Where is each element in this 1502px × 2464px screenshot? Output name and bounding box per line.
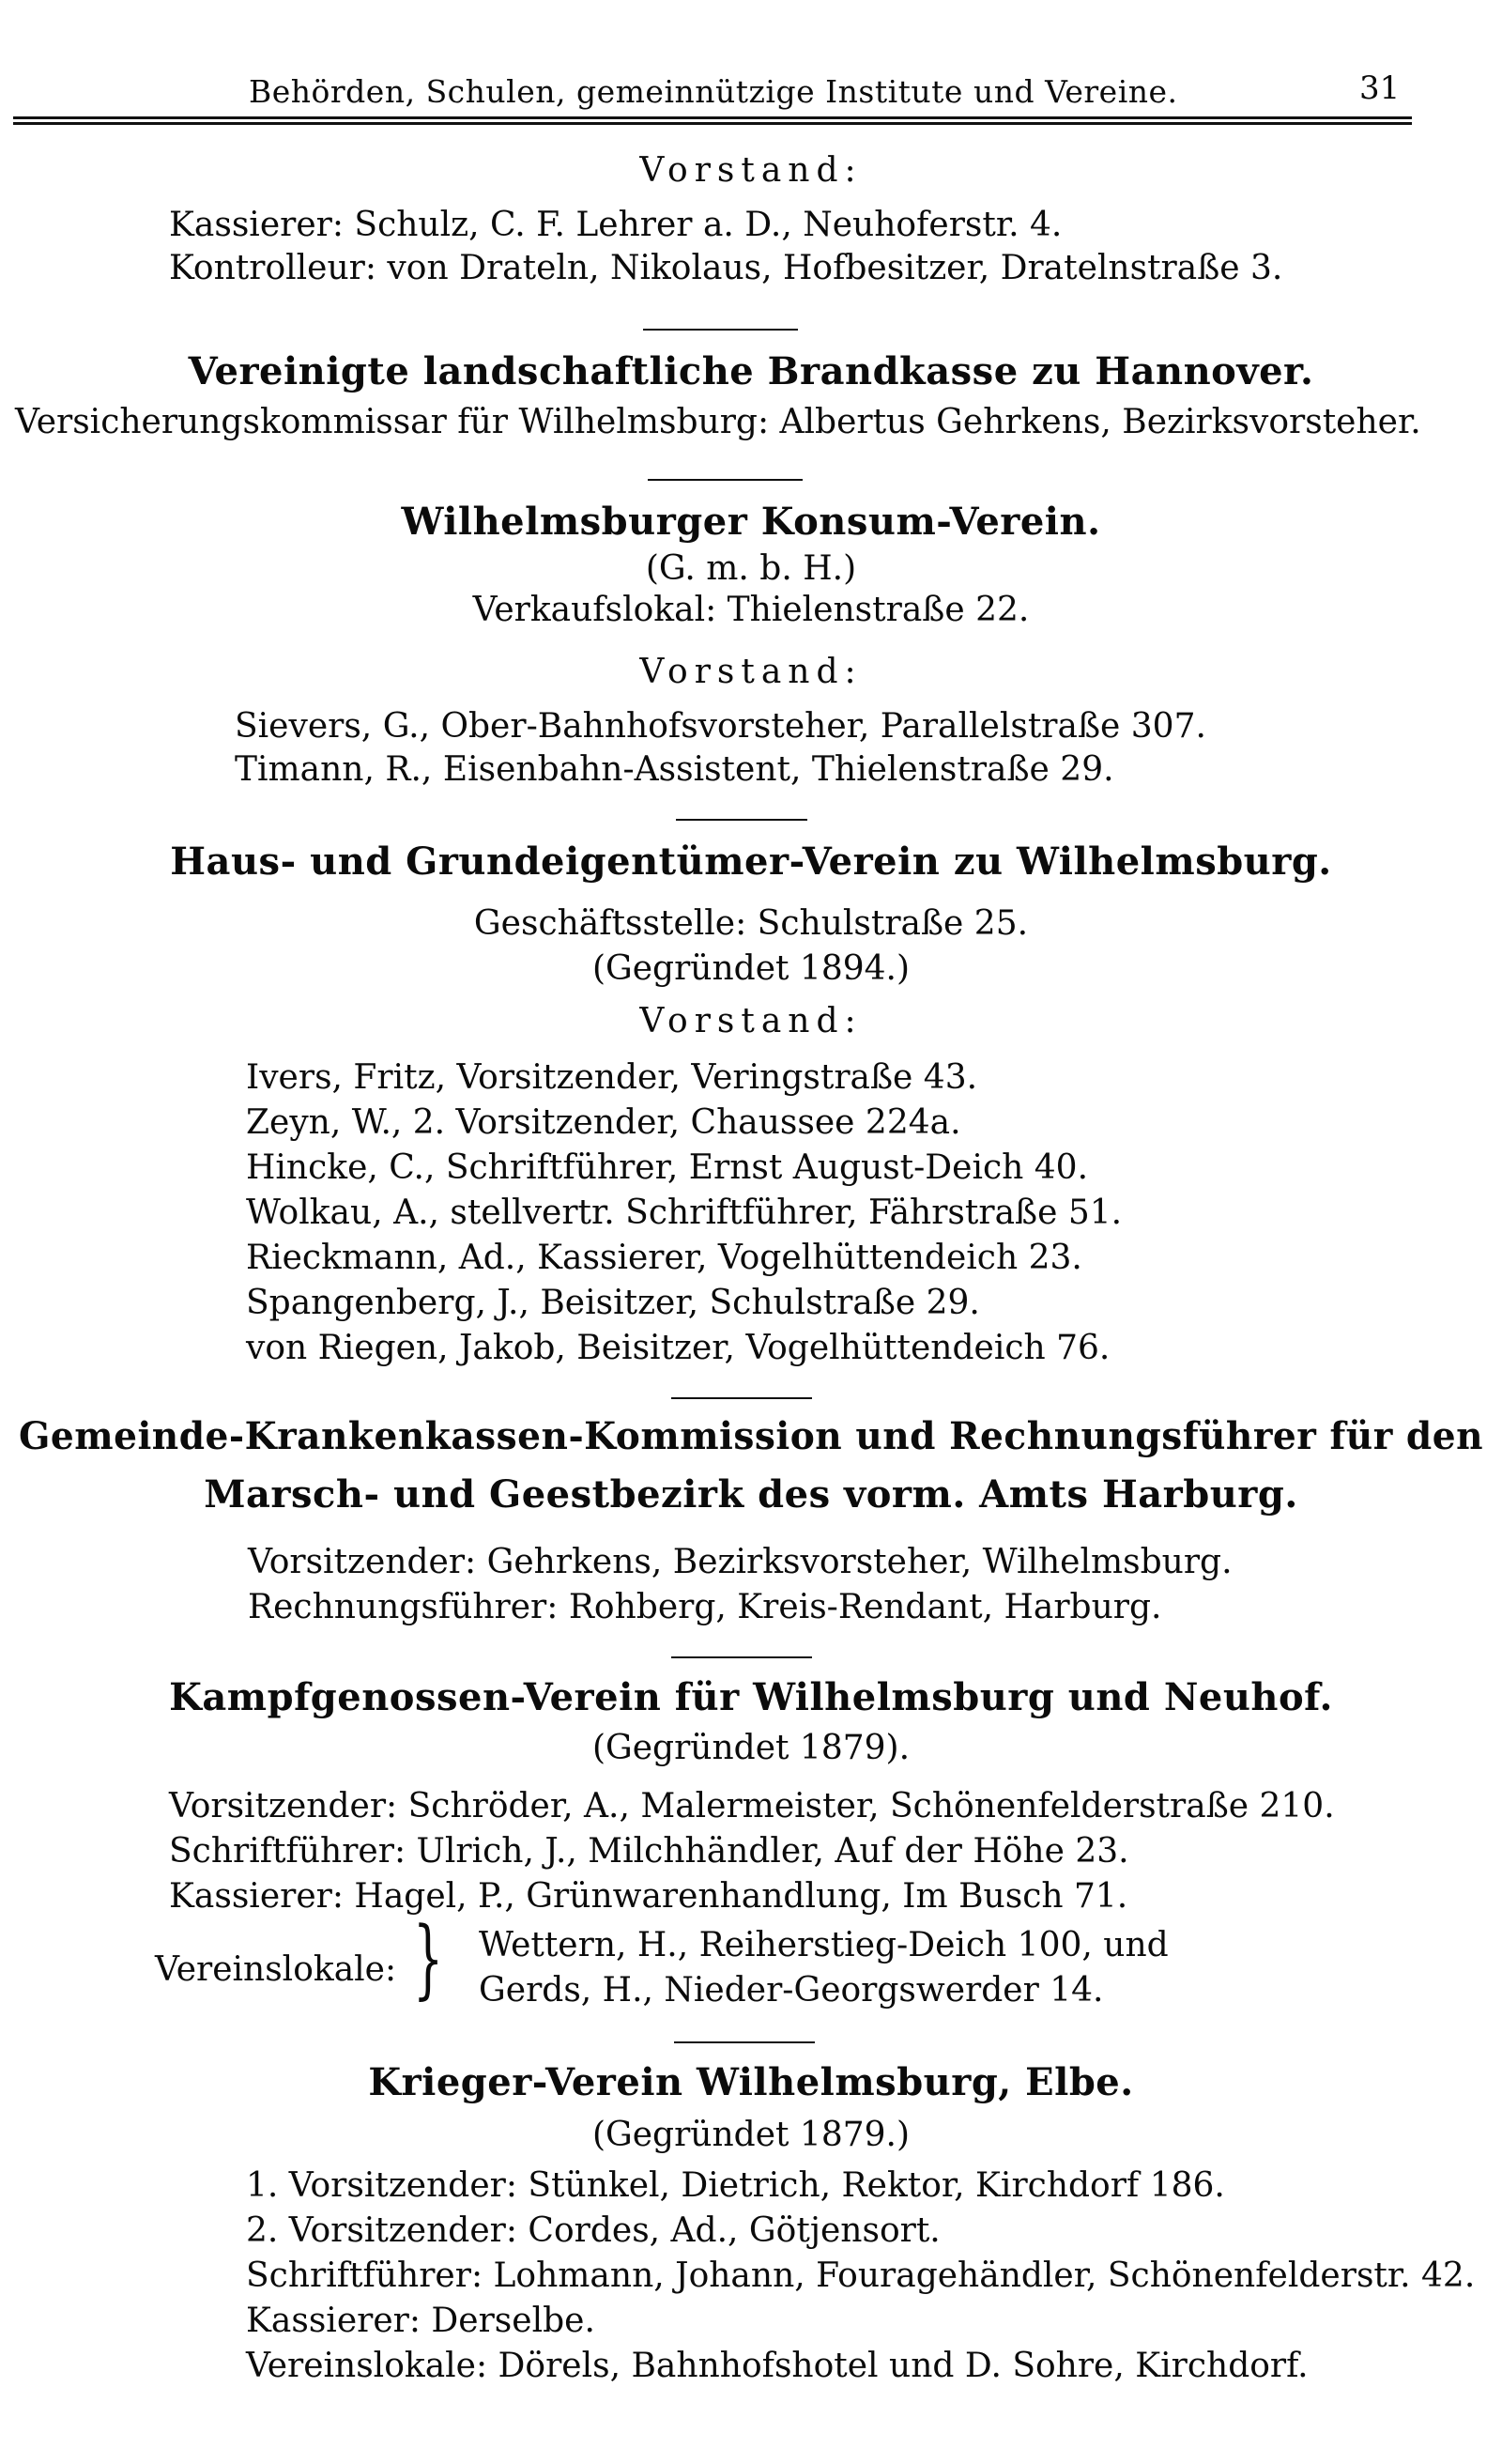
vorstand-heading: Vorstand: [639, 151, 863, 190]
list-item: von Riegen, Jakob, Beisitzer, Vogelhüttendeich 76. [246, 1329, 1111, 1367]
section-title: Haus- und Grundeigentümer-Verein zu Wilhelmsburg. [170, 839, 1332, 884]
header-rule [13, 116, 1412, 119]
section-divider [676, 819, 807, 821]
founded-note: (Gegründet 1879). [591, 1729, 911, 1767]
list-item: Rieckmann, Ad., Kassierer, Vogelhüttendeich 23. [246, 1239, 1082, 1277]
section-subtitle: (G. m. b. H.) [645, 549, 857, 588]
sales-location: Verkaufslokal: Thielenstraße 22. [472, 591, 1030, 629]
list-item: Vorsitzender: Gehrkens, Bezirksvorsteher, Wilhelmsburg. [248, 1543, 1233, 1581]
vorstand-heading: Vorstand: [639, 653, 863, 691]
page-header [0, 56, 1502, 122]
list-item: Vorsitzender: Schröder, A., Malermeister, Schönenfelderstraße 210. [169, 1787, 1335, 1825]
list-item: Schriftführer: Lohmann, Johann, Fouragehändler, Schönenfelderstr. 42. [246, 2256, 1476, 2295]
section-divider [671, 1656, 812, 1658]
list-item: Versicherungskommissar für Wilhelmsburg: Albertus Gehrkens, Bezirksvorsteher. [15, 403, 1421, 441]
section-title: Vereinigte landschaftliche Brandkasse zu Hannover. [188, 349, 1314, 393]
list-item: 2. Vorsitzender: Cordes, Ad., Götjensort. [246, 2211, 941, 2250]
section-divider [643, 329, 798, 331]
founded-note: (Gegründet 1879.) [591, 2116, 911, 2154]
section-title: Wilhelmsburger Konsum-Verein. [401, 500, 1101, 544]
section-title: Kampfgenossen-Verein für Wilhelmsburg und Neuhof. [169, 1675, 1333, 1719]
list-item: Vereinslokale: Dörels, Bahnhofshotel und D. Sohre, Kirchdorf. [246, 2347, 1309, 2385]
list-item: Kontrolleur: von Drateln, Nikolaus, Hofbesitzer, Dratelnstraße 3. [169, 249, 1283, 287]
list-item: Kassierer: Hagel, P., Grünwarenhandlung, Im Busch 71. [169, 1877, 1128, 1916]
list-item: Schriftführer: Ulrich, J., Milchhändler, Auf der Höhe 23. [169, 1832, 1129, 1871]
list-item: Kassierer: Derselbe. [246, 2302, 595, 2340]
list-item: Spangenberg, J., Beisitzer, Schulstraße 29. [246, 1284, 980, 1322]
section-divider [674, 2041, 815, 2043]
header-rule-double [13, 122, 1412, 125]
section-divider [648, 479, 803, 481]
header-title: Behörden, Schulen, gemeinnützige Institute und Vereine. [249, 73, 1178, 110]
list-item: Rechnungsführer: Rohberg, Kreis-Rendant, Harburg. [248, 1588, 1162, 1626]
section-divider [671, 1397, 812, 1399]
list-item: Wolkau, A., stellvertr. Schriftführer, Fährstraße 51. [246, 1194, 1123, 1232]
venues-label: Vereinslokale: [155, 1950, 397, 1989]
page-number: 31 [1359, 69, 1401, 107]
vorstand-heading: Vorstand: [639, 1002, 863, 1040]
list-item: Sievers, G., Ober-Bahnhofsvorsteher, Parallelstraße 307. [235, 707, 1206, 746]
list-item: Zeyn, W., 2. Vorsitzender, Chaussee 224a. [246, 1103, 961, 1142]
section-title-continued: Marsch- und Geestbezirk des vorm. Amts Harburg. [204, 1472, 1298, 1517]
founded-note: (Gegründet 1894.) [591, 949, 911, 988]
list-item: Timann, R., Eisenbahn-Assistent, Thielenstraße 29. [235, 750, 1114, 789]
list-item: Hincke, C., Schriftführer, Ernst August-Deich 40. [246, 1148, 1089, 1187]
venue-item: Gerds, H., Nieder-Georgswerder 14. [479, 1971, 1104, 2010]
section-title: Gemeinde-Krankenkassen-Kommission und Rechnungsführer für den [18, 1414, 1483, 1458]
venues-brace: } [413, 1908, 444, 2009]
list-item: 1. Vorsitzender: Stünkel, Dietrich, Rektor, Kirchdorf 186. [246, 2166, 1225, 2205]
list-item: Kassierer: Schulz, C. F. Lehrer a. D., Neuhoferstr. 4. [169, 206, 1063, 244]
list-item: Ivers, Fritz, Vorsitzender, Veringstraße 43. [246, 1058, 978, 1097]
section-title: Krieger-Verein Wilhelmsburg, Elbe. [368, 2060, 1134, 2104]
venue-item: Wettern, H., Reiherstieg-Deich 100, und [479, 1926, 1169, 1964]
office-address: Geschäftsstelle: Schulstraße 25. [473, 904, 1029, 943]
